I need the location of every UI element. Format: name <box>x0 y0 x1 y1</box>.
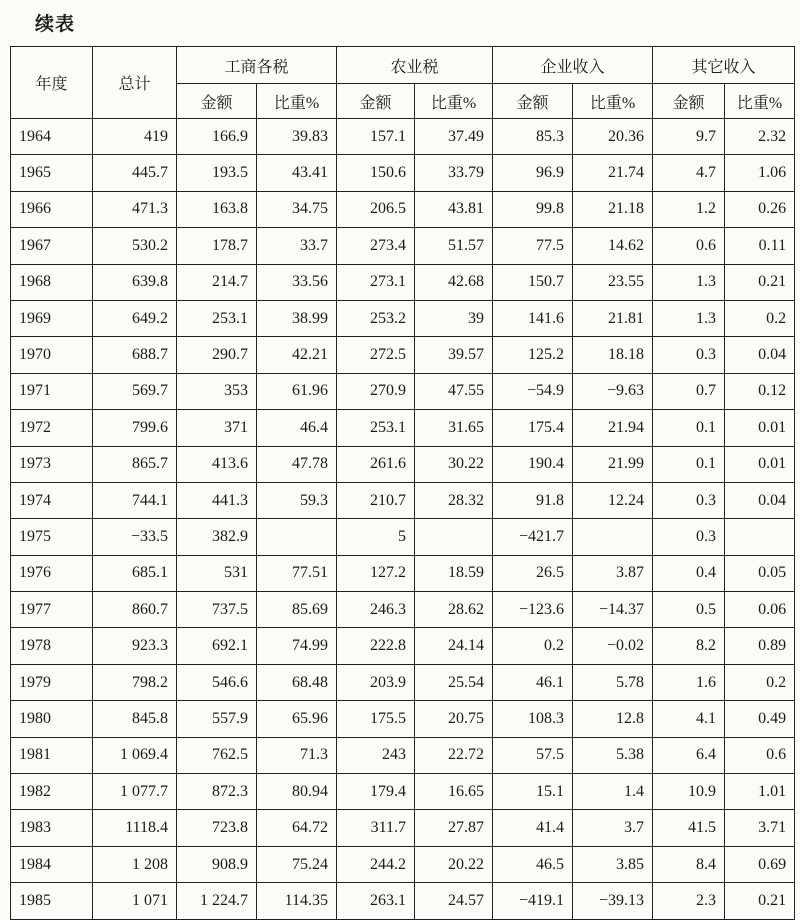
cell-industrial-tax-amount: 1 224.7 <box>177 883 257 919</box>
cell-enterprise-income-ratio: 12.8 <box>573 701 653 737</box>
cell-enterprise-income-amount: 15.1 <box>493 774 573 810</box>
cell-year: 1985 <box>11 883 93 919</box>
cell-enterprise-income-amount: 125.2 <box>493 337 573 373</box>
cell-industrial-tax-ratio: 71.3 <box>257 737 337 773</box>
cell-year: 1965 <box>11 155 93 191</box>
cell-agricultural-tax-ratio: 30.22 <box>415 446 493 482</box>
cell-enterprise-income-amount: −54.9 <box>493 373 573 409</box>
cell-agricultural-tax-amount: 272.5 <box>337 337 415 373</box>
cell-industrial-tax-amount: 163.8 <box>177 191 257 227</box>
cell-enterprise-income-ratio: 21.81 <box>573 300 653 336</box>
cell-other-income-ratio: 0.89 <box>725 628 795 664</box>
cell-enterprise-income-amount: 96.9 <box>493 155 573 191</box>
cell-other-income-amount: 4.7 <box>653 155 725 191</box>
cell-industrial-tax-ratio: 80.94 <box>257 774 337 810</box>
cell-industrial-tax-amount: 166.9 <box>177 119 257 155</box>
cell-total: 923.3 <box>93 628 177 664</box>
cell-total: 845.8 <box>93 701 177 737</box>
table-row <box>11 701 795 737</box>
cell-industrial-tax-ratio: 47.78 <box>257 446 337 482</box>
cell-other-income-amount: 4.1 <box>653 701 725 737</box>
table-row <box>11 774 795 810</box>
cell-industrial-tax-ratio: 33.7 <box>257 228 337 264</box>
cell-enterprise-income-amount: −123.6 <box>493 592 573 628</box>
cell-other-income-ratio: 0.04 <box>725 482 795 518</box>
cell-enterprise-income-ratio: 14.62 <box>573 228 653 264</box>
cell-total: 471.3 <box>93 191 177 227</box>
cell-year: 1969 <box>11 300 93 336</box>
cell-enterprise-income-ratio: 23.55 <box>573 264 653 300</box>
cell-industrial-tax-amount: 692.1 <box>177 628 257 664</box>
cell-other-income-ratio: 0.21 <box>725 883 795 919</box>
cell-agricultural-tax-amount: 206.5 <box>337 191 415 227</box>
cell-enterprise-income-amount: −421.7 <box>493 519 573 555</box>
cell-agricultural-tax-ratio: 24.14 <box>415 628 493 664</box>
cell-other-income-amount: 8.2 <box>653 628 725 664</box>
table-row <box>11 628 795 664</box>
cell-agricultural-tax-ratio: 16.65 <box>415 774 493 810</box>
cell-year: 1978 <box>11 628 93 664</box>
cell-total: 1118.4 <box>93 810 177 846</box>
cell-other-income-amount: 1.3 <box>653 264 725 300</box>
cell-enterprise-income-ratio: −14.37 <box>573 592 653 628</box>
cell-total: 865.7 <box>93 446 177 482</box>
cell-other-income-ratio: 0.69 <box>725 846 795 882</box>
cell-year: 1967 <box>11 228 93 264</box>
header-total: 总计 <box>93 47 177 119</box>
header-amount: 金额 <box>177 84 257 119</box>
cell-industrial-tax-amount: 371 <box>177 410 257 446</box>
cell-industrial-tax-amount: 413.6 <box>177 446 257 482</box>
cell-industrial-tax-amount: 214.7 <box>177 264 257 300</box>
cell-agricultural-tax-ratio: 20.75 <box>415 701 493 737</box>
cell-enterprise-income-ratio: 18.18 <box>573 337 653 373</box>
cell-agricultural-tax-ratio: 51.57 <box>415 228 493 264</box>
cell-agricultural-tax-amount: 246.3 <box>337 592 415 628</box>
cell-enterprise-income-amount: 46.5 <box>493 846 573 882</box>
cell-total: 639.8 <box>93 264 177 300</box>
cell-enterprise-income-amount: 108.3 <box>493 701 573 737</box>
table-row <box>11 846 795 882</box>
table-row <box>11 191 795 227</box>
cell-enterprise-income-ratio: 12.24 <box>573 482 653 518</box>
cell-industrial-tax-amount: 382.9 <box>177 519 257 555</box>
cell-industrial-tax-amount: 531 <box>177 555 257 591</box>
header-year: 年度 <box>11 47 93 119</box>
cell-other-income-amount: 10.9 <box>653 774 725 810</box>
cell-enterprise-income-ratio: −0.02 <box>573 628 653 664</box>
cell-enterprise-income-amount: 141.6 <box>493 300 573 336</box>
cell-enterprise-income-ratio <box>573 519 653 555</box>
table-row <box>11 228 795 264</box>
table-row <box>11 519 795 555</box>
cell-total: 685.1 <box>93 555 177 591</box>
cell-total: 1 208 <box>93 846 177 882</box>
cell-other-income-amount: 0.4 <box>653 555 725 591</box>
cell-other-income-ratio: 0.12 <box>725 373 795 409</box>
cell-enterprise-income-amount: −419.1 <box>493 883 573 919</box>
cell-enterprise-income-ratio: −39.13 <box>573 883 653 919</box>
cell-industrial-tax-amount: 441.3 <box>177 482 257 518</box>
cell-year: 1974 <box>11 482 93 518</box>
cell-agricultural-tax-ratio: 33.79 <box>415 155 493 191</box>
cell-enterprise-income-amount: 0.2 <box>493 628 573 664</box>
cell-agricultural-tax-amount: 210.7 <box>337 482 415 518</box>
cell-agricultural-tax-ratio: 39 <box>415 300 493 336</box>
cell-year: 1966 <box>11 191 93 227</box>
cell-agricultural-tax-amount: 273.1 <box>337 264 415 300</box>
cell-industrial-tax-ratio: 34.75 <box>257 191 337 227</box>
cell-agricultural-tax-amount: 311.7 <box>337 810 415 846</box>
cell-other-income-amount: 9.7 <box>653 119 725 155</box>
cell-other-income-amount: 0.1 <box>653 410 725 446</box>
cell-other-income-amount: 1.2 <box>653 191 725 227</box>
cell-other-income-amount: 0.7 <box>653 373 725 409</box>
cell-industrial-tax-ratio: 61.96 <box>257 373 337 409</box>
table-row <box>11 119 795 155</box>
cell-agricultural-tax-amount: 5 <box>337 519 415 555</box>
cell-other-income-ratio: 0.06 <box>725 592 795 628</box>
cell-enterprise-income-amount: 77.5 <box>493 228 573 264</box>
cell-agricultural-tax-amount: 244.2 <box>337 846 415 882</box>
table-row <box>11 810 795 846</box>
cell-agricultural-tax-ratio: 20.22 <box>415 846 493 882</box>
cell-industrial-tax-amount: 737.5 <box>177 592 257 628</box>
cell-industrial-tax-ratio: 68.48 <box>257 664 337 700</box>
table-row <box>11 555 795 591</box>
cell-other-income-amount: 8.4 <box>653 846 725 882</box>
cell-industrial-tax-amount: 908.9 <box>177 846 257 882</box>
cell-other-income-amount: 1.6 <box>653 664 725 700</box>
cell-total: −33.5 <box>93 519 177 555</box>
cell-other-income-ratio: 0.04 <box>725 337 795 373</box>
cell-year: 1979 <box>11 664 93 700</box>
cell-industrial-tax-ratio: 43.41 <box>257 155 337 191</box>
cell-total: 1 069.4 <box>93 737 177 773</box>
cell-agricultural-tax-ratio: 37.49 <box>415 119 493 155</box>
cell-agricultural-tax-ratio: 28.32 <box>415 482 493 518</box>
cell-other-income-ratio: 3.71 <box>725 810 795 846</box>
cell-industrial-tax-ratio: 85.69 <box>257 592 337 628</box>
table-row <box>11 482 795 518</box>
cell-year: 1977 <box>11 592 93 628</box>
cell-industrial-tax-ratio: 38.99 <box>257 300 337 336</box>
header-ratio: 比重% <box>257 84 337 119</box>
cell-agricultural-tax-ratio: 22.72 <box>415 737 493 773</box>
cell-total: 798.2 <box>93 664 177 700</box>
cell-enterprise-income-amount: 99.8 <box>493 191 573 227</box>
cell-enterprise-income-ratio: 3.87 <box>573 555 653 591</box>
cell-total: 688.7 <box>93 337 177 373</box>
cell-enterprise-income-amount: 85.3 <box>493 119 573 155</box>
cell-industrial-tax-ratio: 64.72 <box>257 810 337 846</box>
cell-other-income-ratio: 2.32 <box>725 119 795 155</box>
cell-industrial-tax-ratio: 33.56 <box>257 264 337 300</box>
cell-industrial-tax-amount: 193.5 <box>177 155 257 191</box>
cell-total: 1 071 <box>93 883 177 919</box>
header-row-groups <box>11 47 795 84</box>
table-body <box>11 119 795 920</box>
cell-agricultural-tax-ratio: 39.57 <box>415 337 493 373</box>
cell-year: 1968 <box>11 264 93 300</box>
cell-industrial-tax-amount: 178.7 <box>177 228 257 264</box>
cell-year: 1975 <box>11 519 93 555</box>
cell-industrial-tax-amount: 762.5 <box>177 737 257 773</box>
cell-agricultural-tax-amount: 222.8 <box>337 628 415 664</box>
cell-agricultural-tax-amount: 261.6 <box>337 446 415 482</box>
cell-total: 445.7 <box>93 155 177 191</box>
cell-industrial-tax-ratio: 74.99 <box>257 628 337 664</box>
cell-industrial-tax-amount: 723.8 <box>177 810 257 846</box>
cell-total: 530.2 <box>93 228 177 264</box>
cell-other-income-amount: 0.3 <box>653 337 725 373</box>
cell-enterprise-income-amount: 46.1 <box>493 664 573 700</box>
cell-enterprise-income-ratio: 21.99 <box>573 446 653 482</box>
header-ratio: 比重% <box>573 84 653 119</box>
cell-industrial-tax-amount: 290.7 <box>177 337 257 373</box>
table-row <box>11 264 795 300</box>
cell-industrial-tax-ratio: 39.83 <box>257 119 337 155</box>
cell-industrial-tax-ratio <box>257 519 337 555</box>
cell-enterprise-income-amount: 57.5 <box>493 737 573 773</box>
table-caption: 续表 <box>35 14 76 35</box>
cell-agricultural-tax-amount: 243 <box>337 737 415 773</box>
cell-total: 860.7 <box>93 592 177 628</box>
cell-other-income-amount: 0.3 <box>653 482 725 518</box>
cell-year: 1971 <box>11 373 93 409</box>
cell-industrial-tax-amount: 353 <box>177 373 257 409</box>
cell-other-income-ratio: 0.01 <box>725 410 795 446</box>
cell-agricultural-tax-amount: 203.9 <box>337 664 415 700</box>
cell-year: 1964 <box>11 119 93 155</box>
cell-other-income-ratio: 0.01 <box>725 446 795 482</box>
cell-industrial-tax-ratio: 59.3 <box>257 482 337 518</box>
cell-industrial-tax-ratio: 75.24 <box>257 846 337 882</box>
cell-agricultural-tax-ratio: 42.68 <box>415 264 493 300</box>
cell-enterprise-income-ratio: 21.18 <box>573 191 653 227</box>
cell-agricultural-tax-amount: 127.2 <box>337 555 415 591</box>
cell-agricultural-tax-ratio: 28.62 <box>415 592 493 628</box>
cell-year: 1976 <box>11 555 93 591</box>
table-row <box>11 737 795 773</box>
cell-industrial-tax-ratio: 114.35 <box>257 883 337 919</box>
cell-year: 1982 <box>11 774 93 810</box>
cell-agricultural-tax-amount: 175.5 <box>337 701 415 737</box>
cell-industrial-tax-amount: 253.1 <box>177 300 257 336</box>
cell-other-income-ratio: 0.2 <box>725 664 795 700</box>
cell-other-income-amount: 1.3 <box>653 300 725 336</box>
cell-total: 649.2 <box>93 300 177 336</box>
cell-other-income-amount: 0.1 <box>653 446 725 482</box>
cell-agricultural-tax-amount: 157.1 <box>337 119 415 155</box>
cell-other-income-ratio: 1.01 <box>725 774 795 810</box>
cell-other-income-amount: 41.5 <box>653 810 725 846</box>
cell-agricultural-tax-ratio: 25.54 <box>415 664 493 700</box>
cell-agricultural-tax-amount: 263.1 <box>337 883 415 919</box>
cell-enterprise-income-ratio: 3.7 <box>573 810 653 846</box>
cell-agricultural-tax-amount: 179.4 <box>337 774 415 810</box>
cell-enterprise-income-amount: 175.4 <box>493 410 573 446</box>
table-row <box>11 337 795 373</box>
cell-other-income-ratio: 0.49 <box>725 701 795 737</box>
cell-enterprise-income-amount: 91.8 <box>493 482 573 518</box>
header-ratio: 比重% <box>725 84 795 119</box>
cell-enterprise-income-ratio: −9.63 <box>573 373 653 409</box>
cell-year: 1980 <box>11 701 93 737</box>
table-row <box>11 155 795 191</box>
cell-other-income-amount: 2.3 <box>653 883 725 919</box>
header-group-agricultural-tax: 农业税 <box>337 47 493 84</box>
cell-agricultural-tax-ratio: 47.55 <box>415 373 493 409</box>
cell-total: 419 <box>93 119 177 155</box>
cell-agricultural-tax-amount: 270.9 <box>337 373 415 409</box>
header-ratio: 比重% <box>415 84 493 119</box>
cell-year: 1970 <box>11 337 93 373</box>
cell-industrial-tax-ratio: 65.96 <box>257 701 337 737</box>
table-row <box>11 446 795 482</box>
cell-agricultural-tax-ratio: 43.81 <box>415 191 493 227</box>
cell-agricultural-tax-ratio: 24.57 <box>415 883 493 919</box>
cell-other-income-ratio <box>725 519 795 555</box>
cell-other-income-ratio: 0.26 <box>725 191 795 227</box>
cell-enterprise-income-ratio: 21.74 <box>573 155 653 191</box>
cell-total: 1 077.7 <box>93 774 177 810</box>
cell-agricultural-tax-ratio: 18.59 <box>415 555 493 591</box>
table-row <box>11 883 795 919</box>
header-amount: 金额 <box>493 84 573 119</box>
cell-agricultural-tax-ratio: 31.65 <box>415 410 493 446</box>
cell-agricultural-tax-amount: 273.4 <box>337 228 415 264</box>
cell-year: 1983 <box>11 810 93 846</box>
cell-agricultural-tax-amount: 253.1 <box>337 410 415 446</box>
cell-other-income-ratio: 0.21 <box>725 264 795 300</box>
cell-agricultural-tax-ratio: 27.87 <box>415 810 493 846</box>
cell-industrial-tax-ratio: 77.51 <box>257 555 337 591</box>
cell-enterprise-income-ratio: 20.36 <box>573 119 653 155</box>
cell-enterprise-income-amount: 190.4 <box>493 446 573 482</box>
header-group-enterprise-income: 企业收入 <box>493 47 653 84</box>
table-row <box>11 592 795 628</box>
cell-enterprise-income-amount: 41.4 <box>493 810 573 846</box>
cell-industrial-tax-amount: 557.9 <box>177 701 257 737</box>
cell-other-income-amount: 6.4 <box>653 737 725 773</box>
cell-industrial-tax-amount: 872.3 <box>177 774 257 810</box>
cell-other-income-ratio: 0.2 <box>725 300 795 336</box>
cell-total: 799.6 <box>93 410 177 446</box>
cell-year: 1984 <box>11 846 93 882</box>
cell-other-income-ratio: 0.11 <box>725 228 795 264</box>
cell-enterprise-income-ratio: 1.4 <box>573 774 653 810</box>
cell-enterprise-income-ratio: 5.78 <box>573 664 653 700</box>
cell-other-income-amount: 0.5 <box>653 592 725 628</box>
cell-enterprise-income-ratio: 21.94 <box>573 410 653 446</box>
cell-enterprise-income-ratio: 3.85 <box>573 846 653 882</box>
cell-total: 569.7 <box>93 373 177 409</box>
cell-agricultural-tax-ratio <box>415 519 493 555</box>
cell-other-income-ratio: 0.6 <box>725 737 795 773</box>
cell-industrial-tax-amount: 546.6 <box>177 664 257 700</box>
cell-agricultural-tax-amount: 150.6 <box>337 155 415 191</box>
header-group-industrial-tax: 工商各税 <box>177 47 337 84</box>
revenue-table <box>10 46 795 920</box>
cell-industrial-tax-ratio: 42.21 <box>257 337 337 373</box>
cell-industrial-tax-ratio: 46.4 <box>257 410 337 446</box>
header-group-other-income: 其它收入 <box>653 47 795 84</box>
cell-other-income-amount: 0.6 <box>653 228 725 264</box>
cell-enterprise-income-ratio: 5.38 <box>573 737 653 773</box>
cell-year: 1981 <box>11 737 93 773</box>
cell-other-income-ratio: 0.05 <box>725 555 795 591</box>
table-row <box>11 373 795 409</box>
cell-total: 744.1 <box>93 482 177 518</box>
cell-year: 1973 <box>11 446 93 482</box>
cell-year: 1972 <box>11 410 93 446</box>
header-amount: 金额 <box>653 84 725 119</box>
table-row <box>11 410 795 446</box>
cell-agricultural-tax-amount: 253.2 <box>337 300 415 336</box>
cell-other-income-amount: 0.3 <box>653 519 725 555</box>
cell-enterprise-income-amount: 150.7 <box>493 264 573 300</box>
table-row <box>11 300 795 336</box>
cell-other-income-ratio: 1.06 <box>725 155 795 191</box>
header-amount: 金额 <box>337 84 415 119</box>
table-row <box>11 664 795 700</box>
cell-enterprise-income-amount: 26.5 <box>493 555 573 591</box>
